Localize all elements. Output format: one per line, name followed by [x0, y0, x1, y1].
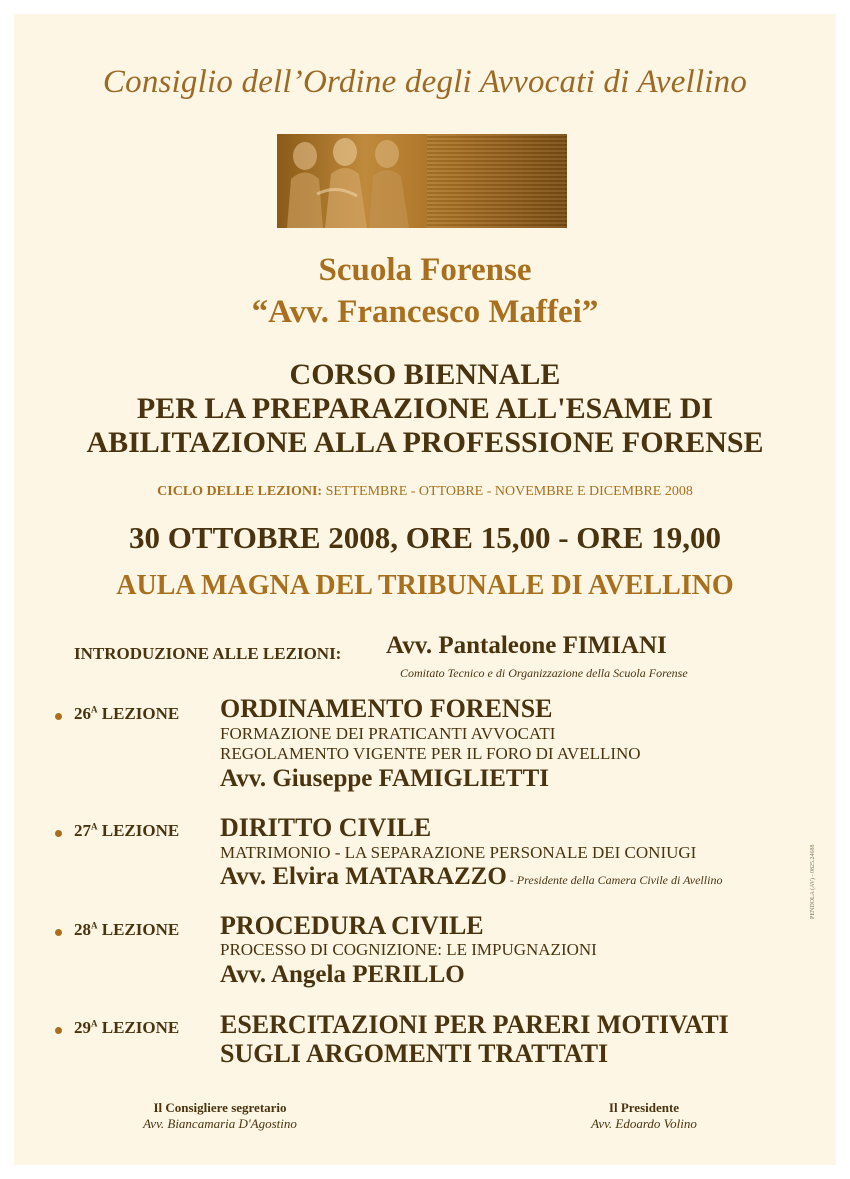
printer-credit: PENDOLA (AV) - 0825.24688 [810, 844, 816, 919]
lesson-speaker: Avv. Angela PERILLO [220, 961, 465, 988]
lesson-title: SUGLI ARGOMENTI TRATTATI [220, 1039, 609, 1068]
banner-texture [427, 134, 567, 228]
lesson-topic: PROCESSO DI COGNIZIONE: LE IMPUGNAZIONI [220, 940, 597, 959]
lesson-speaker-role: - Presidente della Camera Civile di Avellino [506, 873, 723, 887]
lesson-number: $29^A$ LEZIONE [74, 1018, 180, 1037]
bullet-icon [55, 713, 62, 720]
school-dedication: “Avv. Francesco Maffei” [251, 294, 599, 330]
lesson-number: $27^A$ LEZIONE [74, 821, 180, 840]
course-title-line-2: PER LA PREPARAZIONE ALL'ESAME DI [136, 392, 714, 425]
lesson-number: $28^A$ LEZIONE [74, 920, 180, 939]
signature-president [564, 1100, 724, 1132]
lesson-number: $26^A$ LEZIONE [74, 704, 180, 723]
signature-secretary [120, 1100, 320, 1132]
lesson-cycle [14, 484, 836, 500]
intro-label: INTRODUZIONE ALLE LEZIONI: [74, 644, 342, 663]
lesson-speaker-row [220, 863, 722, 891]
signature-name: Avv. Biancamaria D'Agostino [143, 1116, 297, 1131]
lesson-title: PROCEDURA CIVILE [220, 911, 484, 940]
bullet-icon [55, 1027, 62, 1034]
event-date: 30 OTTOBRE 2008, ORE 15,00 - ORE 19,00 [129, 520, 721, 555]
signature-role: Il Presidente [608, 1100, 680, 1115]
lesson-topic: MATRIMONIO - LA SEPARAZIONE PERSONALE DEI CONIUGI [220, 843, 697, 862]
signature-role: Il Consigliere segretario [153, 1100, 287, 1115]
lesson-speaker: Avv. Giuseppe FAMIGLIETTI [220, 765, 549, 792]
lesson-topic: FORMAZIONE DEI PRATICANTI AVVOCATI [220, 724, 556, 743]
school-name: Scuola Forense [318, 252, 532, 288]
bullet-icon [55, 929, 62, 936]
lesson-title: DIRITTO CIVILE [220, 813, 432, 842]
event-venue: AULA MAGNA DEL TRIBUNALE DI AVELLINO [116, 570, 734, 601]
poster [14, 14, 836, 1165]
course-title-line-3: ABILITAZIONE ALLA PROFESSIONE FORENSE [86, 426, 764, 459]
bullet-icon [55, 830, 62, 837]
intro-speaker-role: Comitato Tecnico e di Organizzazione della Scuola Forense [400, 666, 688, 680]
lesson-speaker: Avv. Elvira MATARAZZO [220, 863, 507, 890]
lesson-title: ESERCITAZIONI PER PARERI MOTIVATI [220, 1010, 729, 1039]
roman-relief-banner-image [277, 134, 567, 228]
lesson-topic: REGOLAMENTO VIGENTE PER IL FORO DI AVELLINO [220, 744, 641, 763]
intro-speaker: Avv. Pantaleone FIMIANI [386, 632, 667, 659]
course-title-line-1: CORSO BIENNALE [289, 358, 561, 391]
lesson-title: ORDINAMENTO FORENSE [220, 694, 553, 723]
council-title: Consiglio dell’Ordine degli Avvocati di Avellino [102, 64, 748, 100]
lesson-cycle-label: CICLO DELLE LEZIONI: [157, 484, 323, 499]
signature-name: Avv. Edoardo Volino [591, 1116, 697, 1131]
lesson-cycle-months: SETTEMBRE - OTTOBRE - NOVEMBRE E DICEMBRE 2008 [322, 484, 693, 499]
